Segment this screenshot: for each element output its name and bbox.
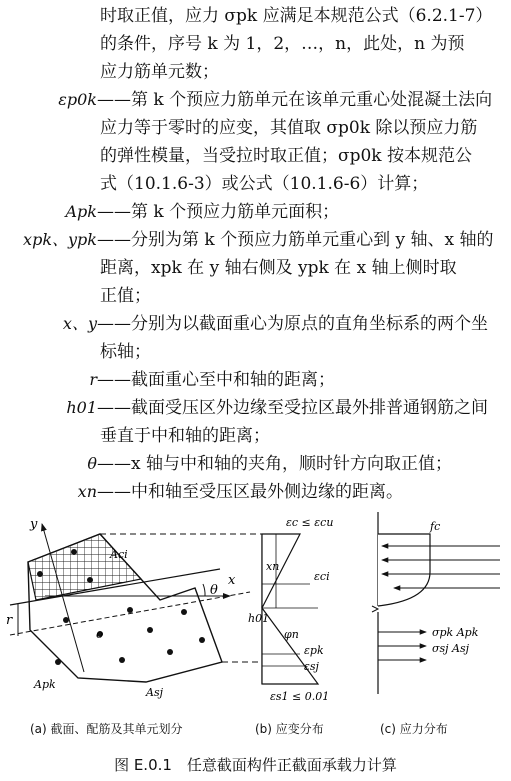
- figure-e01: [0, 512, 511, 732]
- symbol-xpk-ypk: xpk、ypk: [23, 230, 97, 249]
- body-line-16: 垂直于中和轴的距离；: [100, 426, 270, 446]
- symbol-r: r: [89, 370, 97, 389]
- body-line-9: ——分别为第 k 个预应力筋单元重心到 y 轴、x 轴的: [97, 230, 494, 250]
- label-y: y: [30, 517, 38, 532]
- caption-a: (a) 截面、配筋及其单元划分: [30, 722, 183, 736]
- body-line-2: 的条件，序号 k 为 1，2，…，n，此处，n 为预: [100, 34, 465, 54]
- body-line-17: ——x 轴与中和轴的夹角，顺时针方向取正值；: [97, 454, 452, 474]
- body-line-13: 标轴；: [100, 342, 151, 362]
- label-es1-limit: εs1 ≤ 0.01: [270, 690, 330, 703]
- symbol-theta: θ: [87, 454, 97, 473]
- body-line-18: ——中和轴至受压区最外侧边缘的距离。: [97, 482, 403, 502]
- theta-arc: [203, 584, 205, 596]
- caption-c: (c) 应力分布: [380, 722, 448, 736]
- symbol-x-y: x、y: [62, 314, 97, 333]
- label-eci: εci: [314, 570, 330, 583]
- body-line-14: ——截面重心至中和轴的距离；: [97, 370, 335, 390]
- body-line-12: ——分别为以截面重心为原点的直角坐标系的两个坐: [97, 314, 488, 334]
- body-line-7: 式（10.1.6-3）或公式（10.1.6-6）计算；: [100, 174, 429, 194]
- label-aci: Aci: [110, 548, 128, 561]
- label-sigma-sj: σsj Asj: [432, 642, 470, 655]
- label-o: o: [96, 627, 104, 641]
- body-line-15: ——截面受压区外边缘至受拉区最外排普通钢筋之间: [97, 398, 488, 418]
- label-x: x: [228, 573, 236, 588]
- label-sigma-pk: σpk Apk: [432, 626, 479, 639]
- label-apk: Apk: [34, 678, 56, 691]
- body-line-1: 时取正值，应力 σpk 应满足本规范公式（6.2.1-7）: [100, 6, 493, 26]
- caption-b: (b) 应变分布: [255, 722, 324, 736]
- figure-title: 图 E.0.1 任意截面构件正截面承载力计算: [114, 756, 397, 774]
- label-xn: xn: [266, 560, 280, 573]
- section-diagram: [6, 517, 262, 699]
- body-line-6: 的弹性模量，当受拉时取正值；σp0k 按本规范公: [100, 146, 473, 166]
- label-epk: εpk: [304, 644, 324, 657]
- body-line-8: ——第 k 个预应力筋单元面积；: [97, 202, 340, 222]
- label-h01: h01: [248, 612, 270, 625]
- label-esj: εsj: [304, 660, 319, 673]
- symbol-xn: xn: [77, 482, 97, 501]
- stress-diagram: [372, 512, 500, 694]
- label-ec-limit: εc ≤ εcu: [286, 516, 334, 529]
- label-fc: fc: [430, 520, 441, 533]
- label-asj: Asj: [146, 686, 163, 699]
- symbol-h01: h01: [66, 398, 97, 417]
- body-line-5: 应力等于零时的应变，其值取 σp0k 除以预应力筋: [100, 118, 478, 138]
- body-line-3: 应力筋单元数；: [100, 62, 219, 82]
- label-phin: φn: [284, 628, 299, 641]
- body-line-10: 距离，xpk 在 y 轴右侧及 ypk 在 x 轴上侧时取: [100, 258, 457, 278]
- label-r: r: [6, 613, 13, 628]
- symbol-apk: Apk: [65, 202, 97, 221]
- body-line-4: ——第 k 个预应力筋单元在该单元重心处混凝土法向: [97, 90, 493, 110]
- label-theta: θ: [210, 583, 218, 598]
- strain-diagram: [248, 516, 333, 703]
- symbol-ep0k: εp0k: [58, 90, 97, 109]
- body-line-11: 正值；: [100, 286, 151, 306]
